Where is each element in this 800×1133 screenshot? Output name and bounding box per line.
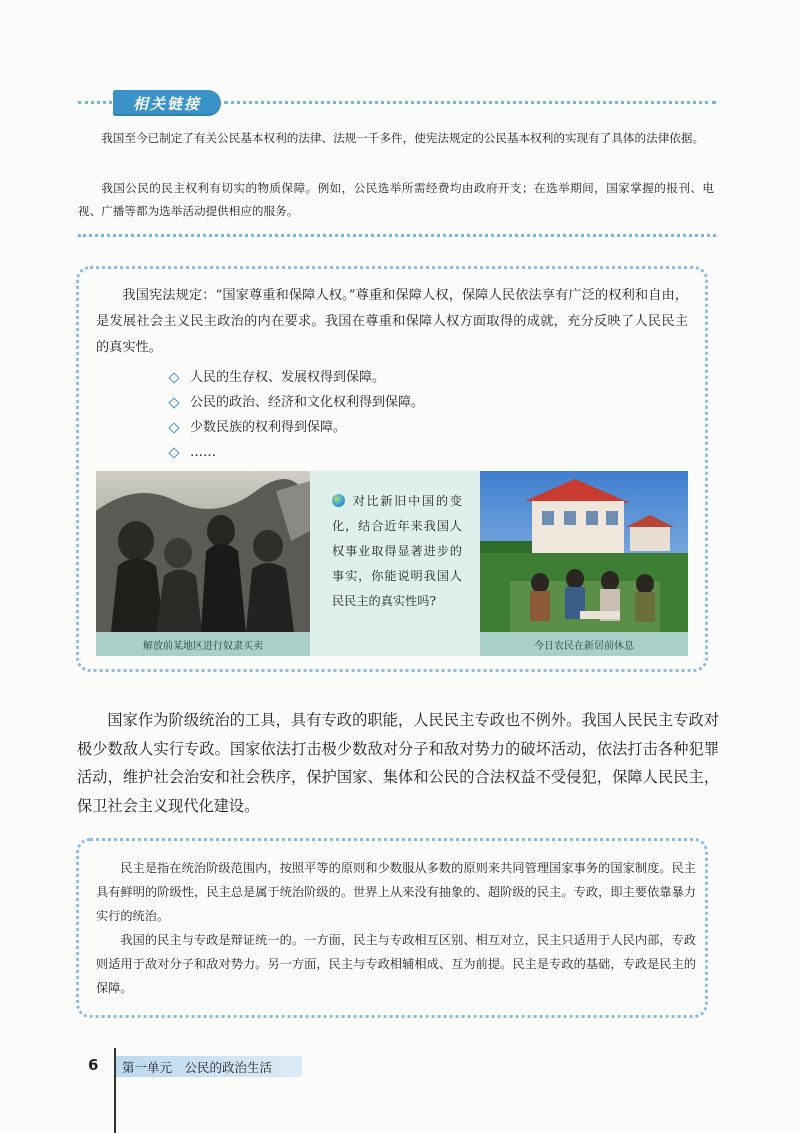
discussion-question-text: 对比新旧中国的变化，结合近年来我国人权事业取得显著进步的事实，你能说明我国人民民主的真实性吗? <box>332 494 462 608</box>
bullet-text: 公民的政治、经济和文化权利得到保障。 <box>190 395 425 410</box>
photo-strip <box>96 471 688 656</box>
new-home-photo <box>480 471 688 632</box>
democracy-paragraph-1: 民主是指在统治阶级范围内，按照平等的原则和少数服从多数的原则来共同管理国家事务的国家制度。民主具有鲜明的阶级性，民主总是属于统治阶级的。世界上从来没有抽象的、超阶级的民主。专政，即主要依靠暴力实行的统治。 <box>96 861 696 923</box>
diamond-bullet-icon <box>168 422 179 433</box>
bullet-text: …… <box>190 445 216 460</box>
discussion-question <box>332 489 462 614</box>
bullet-text: 少数民族的权利得到保障。 <box>190 420 347 435</box>
related-links-title: 相关链接 <box>113 90 221 116</box>
human-rights-intro: 我国宪法规定：“国家尊重和保障人权。”尊重和保障人权，保障人民依法享有广泛的权利和自由，是发展社会主义民主政治的内在要求。我国在尊重和保障人权方面取得的成就，充分反映了人民民主的真实性。 <box>96 288 688 355</box>
bullet-item <box>168 440 424 465</box>
bullet-item <box>168 365 424 390</box>
dotted-divider-bottom <box>78 234 716 237</box>
diamond-bullet-icon <box>168 397 179 408</box>
democracy-paragraph-2: 我国的民主与专政是辩证统一的。一方面，民主与专政相互区别、相互对立，民主只适用于人民内部，专政则适用于敌对分子和敌对势力。另一方面，民主与专政相辅相成、互为前提。民主是专政的基础，专政是民主的保障。 <box>96 933 696 995</box>
bullet-item <box>168 390 424 415</box>
unit-title: 第一单元 公民的政治生活 <box>116 1056 302 1077</box>
related-links-paragraph-1: 我国至今已制定了有关公民基本权利的法律、法规一千多件，使宪法规定的公民基本权利的实现有了具体的法律依据。 <box>101 131 705 145</box>
diamond-bullet-icon <box>168 372 179 383</box>
bullet-text: 人民的生存权、发展权得到保障。 <box>190 370 386 385</box>
discussion-panel <box>310 471 480 656</box>
old-china-photo-caption: 解放前某地区进行奴隶买卖 <box>96 632 310 656</box>
bullet-item <box>168 415 424 440</box>
globe-icon <box>332 494 345 507</box>
page-number: 6 <box>88 1056 99 1074</box>
human-rights-bullet-list <box>168 365 424 465</box>
dotted-divider-top-left <box>78 101 112 104</box>
old-china-photo <box>96 471 310 632</box>
related-links-paragraph-2: 我国公民的民主权利有切实的物质保障。例如，公民选举所需经费均由政府开支；在选举期间，国家掌握的报刊、电视、广播等都为选举活动提供相应的服务。 <box>78 181 714 218</box>
main-paragraph: 国家作为阶级统治的工具，具有专政的职能，人民民主专政也不例外。我国人民民主专政对极少数敌人实行专政。国家依法打击极少数敌对分子和敌对势力的破坏活动，依法打击各种犯罪活动，维护社会治安和社会秩序，保护国家、集体和公民的合法权益不受侵犯，保障人民民主，保卫社会主义现代化建设。 <box>77 711 719 815</box>
new-home-photo-caption: 今日农民在新居前休息 <box>480 632 688 656</box>
diamond-bullet-icon <box>168 447 179 458</box>
dotted-divider-top-right <box>224 101 716 104</box>
